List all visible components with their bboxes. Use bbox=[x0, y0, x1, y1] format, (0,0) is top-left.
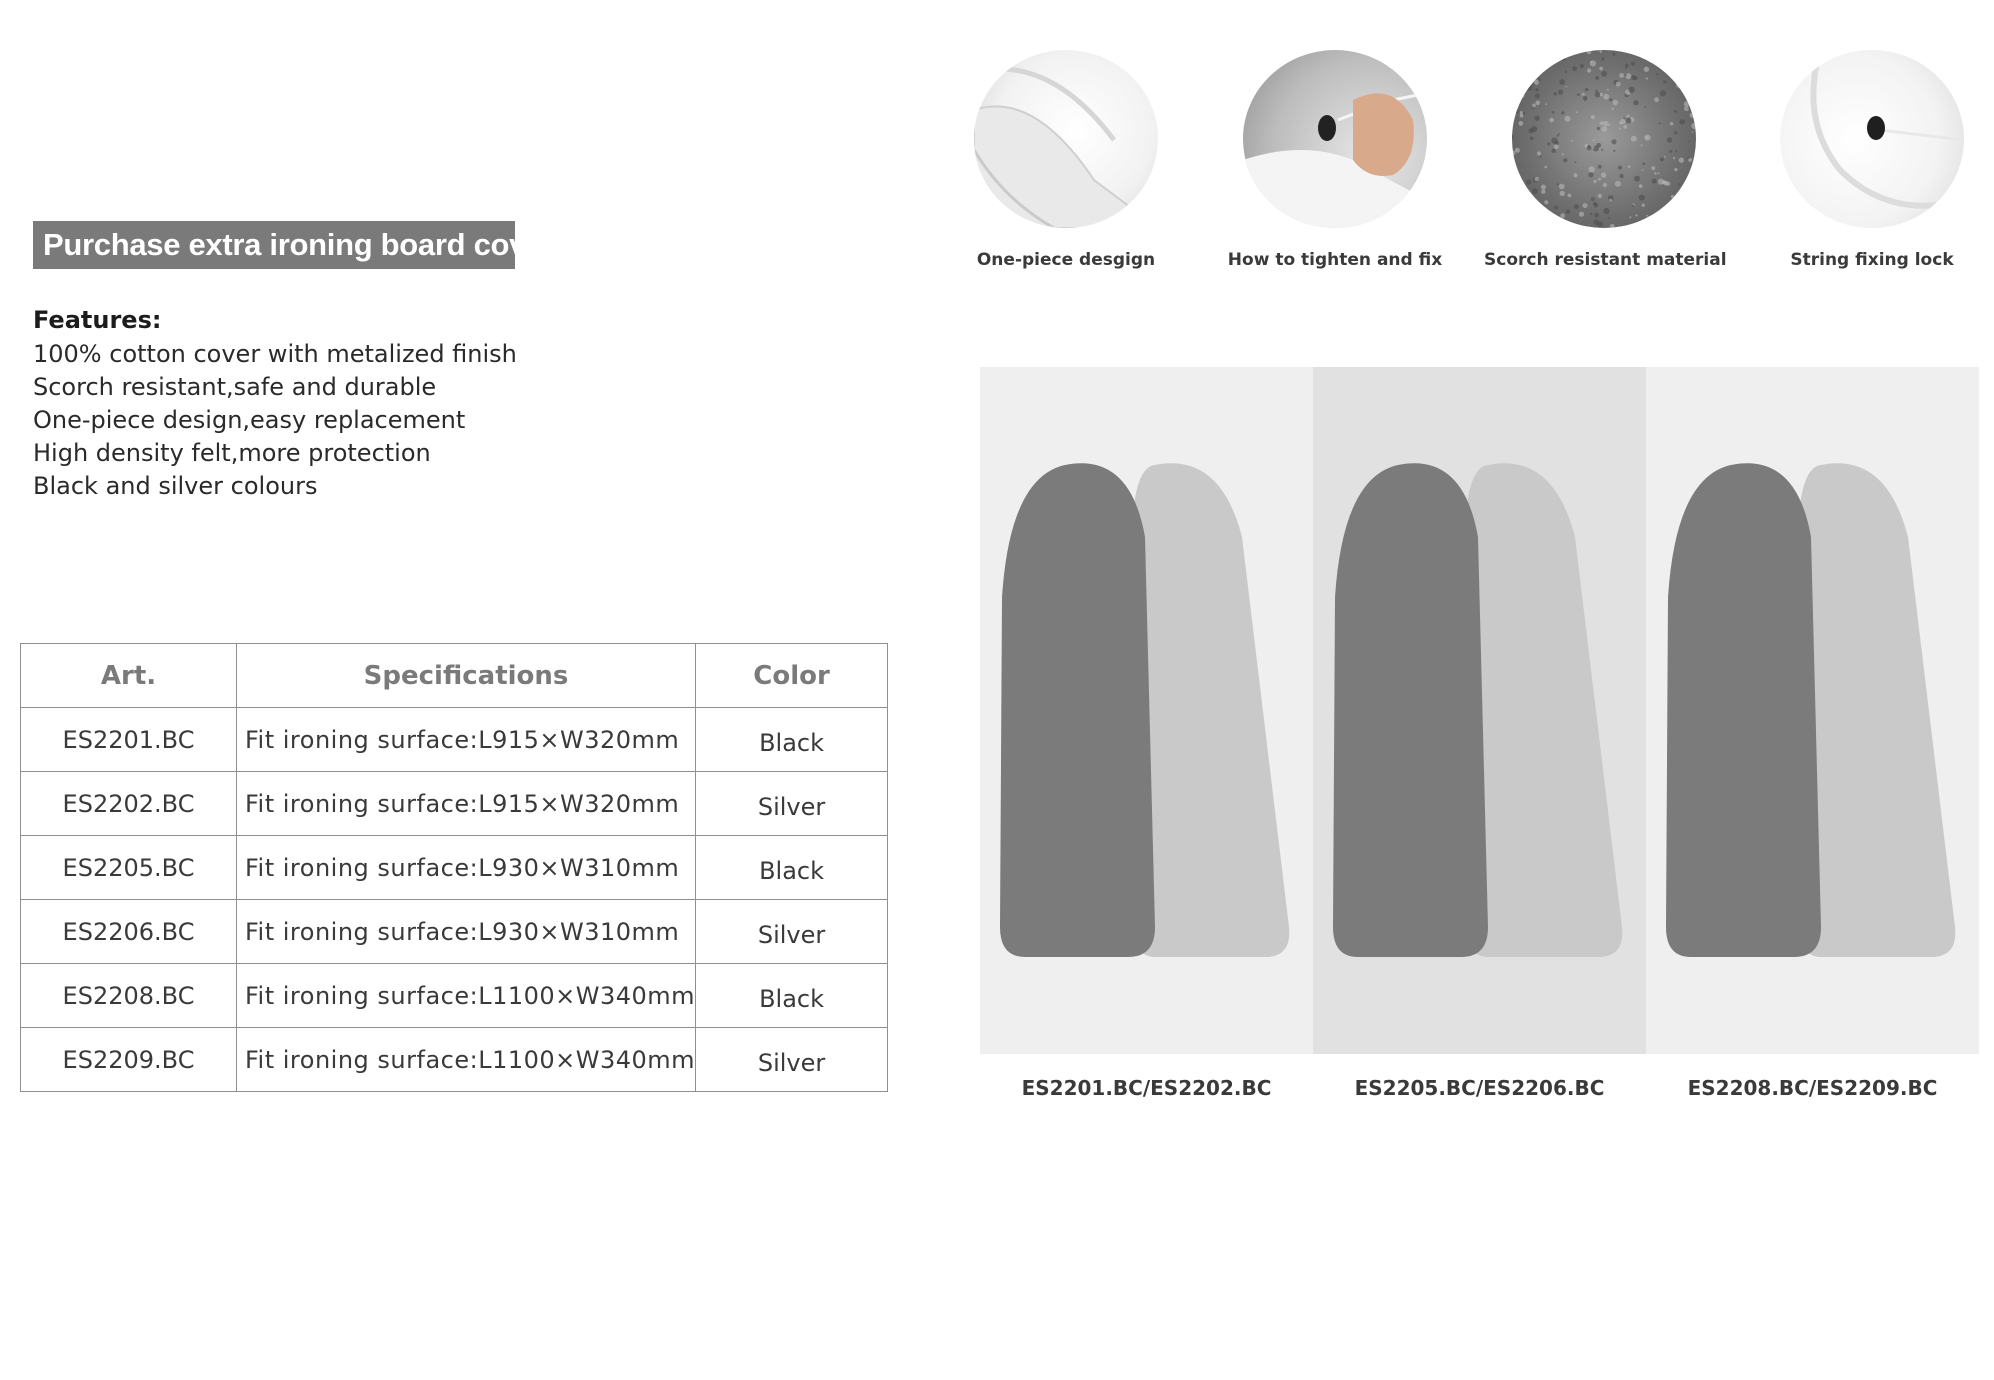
product-panel bbox=[1646, 367, 1979, 1054]
color-cell: Silver bbox=[696, 900, 888, 964]
feature-item: Scorch resistant,safe and durable bbox=[33, 373, 437, 401]
color-cell: Black bbox=[696, 836, 888, 900]
black-cover-shape bbox=[1333, 463, 1488, 957]
felt-texture-photo-icon bbox=[1512, 50, 1696, 228]
color-cell: Black bbox=[696, 964, 888, 1028]
spec-cell: Fit ironing surface:L915×W320mm bbox=[237, 772, 696, 836]
product-panel bbox=[980, 367, 1313, 1054]
header-specifications: Specifications bbox=[237, 644, 696, 708]
black-cover-shape bbox=[1666, 463, 1821, 957]
header-art: Art. bbox=[21, 644, 237, 708]
detail-caption: One-piece desgign bbox=[976, 250, 1156, 270]
black-cover-shape bbox=[1000, 463, 1155, 957]
spec-table bbox=[20, 643, 888, 1092]
art-cell: ES2202.BC bbox=[21, 772, 237, 836]
spec-cell: Fit ironing surface:L915×W320mm bbox=[237, 708, 696, 772]
detail-tighten bbox=[1215, 50, 1455, 270]
spec-cell: Fit ironing surface:L930×W310mm bbox=[237, 836, 696, 900]
spec-cell: Fit ironing surface:L1100×W340mm bbox=[237, 1028, 696, 1092]
detail-string-lock bbox=[1752, 50, 1992, 270]
string-lock-photo-icon bbox=[1780, 50, 1964, 228]
table-row bbox=[21, 964, 888, 1028]
table-header-row bbox=[21, 644, 888, 708]
feature-item: Black and silver colours bbox=[33, 472, 318, 500]
string-tighten-photo-icon bbox=[1243, 50, 1427, 228]
spec-cell: Fit ironing surface:L930×W310mm bbox=[237, 900, 696, 964]
features-section bbox=[33, 302, 517, 503]
art-cell: ES2205.BC bbox=[21, 836, 237, 900]
table-row bbox=[21, 772, 888, 836]
header-color: Color bbox=[696, 644, 888, 708]
detail-caption: String fixing lock bbox=[1790, 250, 1954, 270]
table-row bbox=[21, 708, 888, 772]
detail-one-piece bbox=[946, 50, 1186, 270]
color-cell: Silver bbox=[696, 772, 888, 836]
product-label: ES2208.BC/ES2209.BC bbox=[1687, 1076, 1938, 1100]
product-label: ES2201.BC/ES2202.BC bbox=[1021, 1076, 1272, 1100]
product-panel bbox=[1313, 367, 1646, 1054]
color-cell: Black bbox=[696, 708, 888, 772]
feature-item: High density felt,more protection bbox=[33, 439, 431, 467]
cover-edge-photo-icon bbox=[974, 50, 1158, 228]
art-cell: ES2208.BC bbox=[21, 964, 237, 1028]
table-row bbox=[21, 836, 888, 900]
silver-cover-shape bbox=[1132, 463, 1289, 957]
art-cell: ES2201.BC bbox=[21, 708, 237, 772]
detail-scorch bbox=[1484, 50, 1727, 270]
feature-item: 100% cotton cover with metalized finish bbox=[33, 340, 517, 368]
features-title: Features: bbox=[33, 306, 162, 334]
table-row bbox=[21, 1028, 888, 1092]
product-label: ES2205.BC/ES2206.BC bbox=[1354, 1076, 1605, 1100]
page-heading: Purchase extra ironing board covers bbox=[33, 221, 515, 269]
spec-cell: Fit ironing surface:L1100×W340mm bbox=[237, 964, 696, 1028]
features-list bbox=[33, 338, 517, 503]
art-cell: ES2209.BC bbox=[21, 1028, 237, 1092]
feature-item: One-piece design,easy replacement bbox=[33, 406, 466, 434]
silver-cover-shape bbox=[1465, 463, 1622, 957]
detail-caption: How to tighten and fix bbox=[1227, 250, 1443, 270]
detail-caption: Scorch resistant material bbox=[1484, 250, 1727, 270]
color-cell: Silver bbox=[696, 1028, 888, 1092]
art-cell: ES2206.BC bbox=[21, 900, 237, 964]
silver-cover-shape bbox=[1798, 463, 1955, 957]
table-row bbox=[21, 900, 888, 964]
